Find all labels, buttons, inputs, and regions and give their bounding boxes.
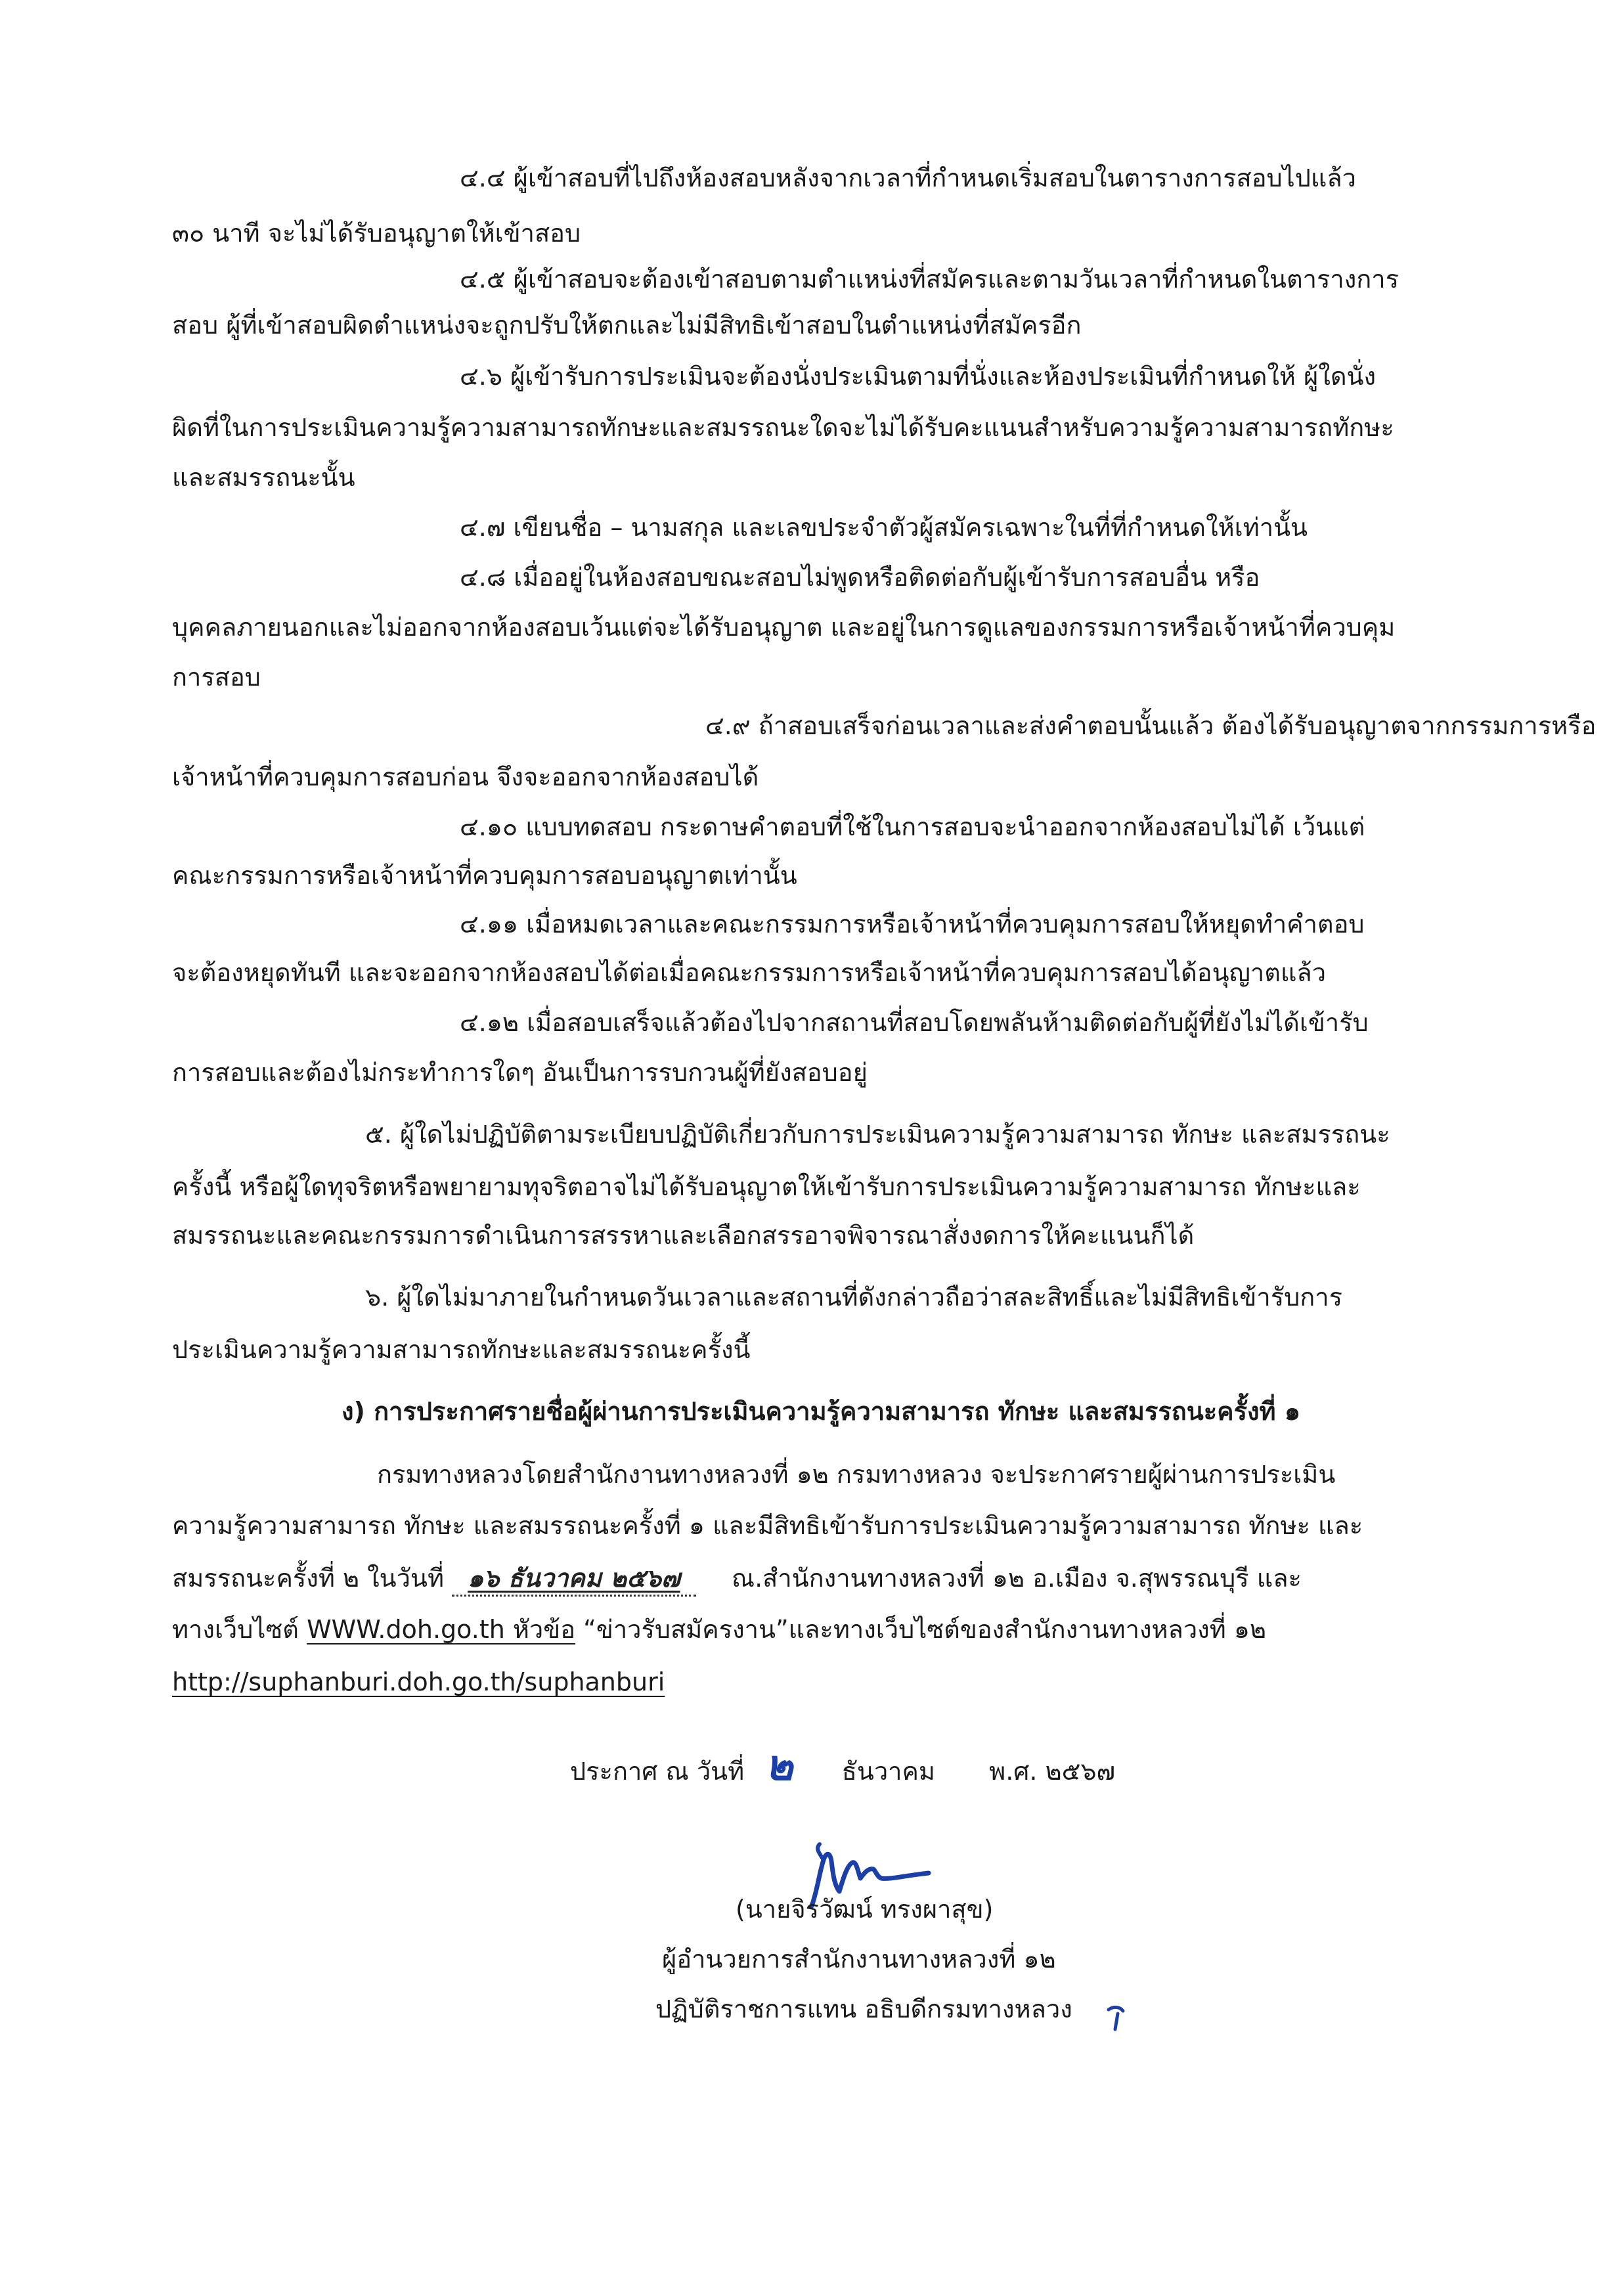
date-fill-field <box>452 1562 696 1597</box>
dated-year: พ.ศ. ๒๕๖๗ <box>989 1757 1116 1786</box>
para-4-6-line-1: ๔.๖ ผู้เข้ารับการประเมินจะต้องนั่งประเมินตามที่นั่งและห้องประเมินที่กำหนดให้ ผู้ใดนั่ง <box>460 362 1377 391</box>
para-4-8-line-1: ๔.๘ เมื่ออยู่ในห้องสอบขณะสอบไม่พูดหรือติดต่อกับผู้เข้ารับการสอบอื่น หรือ <box>460 563 1260 592</box>
signatory-name: (นายจิรวัฒน์ ทรงผาสุข) <box>736 1895 994 1924</box>
para-4-7-line-1: ๔.๗ เขียนชื่อ – นามสกุล และเลขประจำตัวผู้สมัครเฉพาะในที่ที่กำหนดให้เท่านั้น <box>460 513 1308 542</box>
para-4-6-line-2: ผิดที่ในการประเมินความรู้ความสามารถทักษะและสมรรถนะใดจะไม่ได้รับคะแนนสำหรับความรู้ความสามารถทักษะ <box>172 413 1394 442</box>
dated-day-handwritten: ๒ <box>765 1741 793 1790</box>
section-heading: ง) การประกาศรายชื่อผู้ผ่านการประเมินความรู้ความสามารถ ทักษะ และสมรรถนะครั้งที่ ๑ <box>342 1397 1300 1426</box>
announce-line-4 <box>172 1613 1266 1646</box>
para-4-9-line-1: ๔.๙ ถ้าสอบเสร็จก่อนเวลาและส่งคำตอบนั้นแล้ว ต้องได้รับอนุญาตจากกรรมการหรือ <box>705 711 1597 740</box>
announce-line-4-suffix: “ข่าวรับสมัครงาน”และทางเว็บไซต์ของสำนักงานทางหลวงที่ ๑๒ <box>575 1615 1267 1644</box>
para-4-9-line-2: เจ้าหน้าที่ควบคุมการสอบก่อน จึงจะออกจากห้องสอบได้ <box>172 762 759 791</box>
para-4-10-line-1: ๔.๑๐ แบบทดสอบ กระดาษคำตอบที่ใช้ในการสอบจะนำออกจากห้องสอบไม่ได้ เว้นแต่ <box>460 812 1365 841</box>
para-4-8-line-3: การสอบ <box>172 663 261 692</box>
para-5-line-1: ๕. ผู้ใดไม่ปฏิบัติตามระเบียบปฏิบัติเกี่ยวกับการประเมินความรู้ความสามารถ ทักษะ และสมรรถนะ <box>365 1120 1390 1149</box>
suphanburi-website-link[interactable]: http://suphanburi.doh.go.th/suphanburi <box>172 1667 665 1696</box>
initial-mark <box>1103 1997 1130 2036</box>
announce-line-4-prefix: ทางเว็บไซต์ <box>172 1615 299 1644</box>
para-4-5-line-1: ๔.๕ ผู้เข้าสอบจะต้องเข้าสอบตามตำแหน่งที่สมัครและตามวันเวลาที่กำหนดในตารางการ <box>460 265 1400 294</box>
announce-date: ๑๖ ธันวาคม ๒๕๖๗ <box>468 1564 680 1593</box>
para-4-8-line-2: บุคคลภายนอกและไม่ออกจากห้องสอบเว้นแต่จะได้รับอนุญาต และอยู่ในการดูแลของกรรมการหรือเจ้าหน้าที่ควบคุม <box>172 613 1396 642</box>
announce-line-1: กรมทางหลวงโดยสำนักงานทางหลวงที่ ๑๒ กรมทางหลวง จะประกาศรายผู้ผ่านการประเมิน <box>377 1460 1336 1489</box>
para-4-11-line-1: ๔.๑๑ เมื่อหมดเวลาและคณะกรรมการหรือเจ้าหน้าที่ควบคุมการสอบให้หยุดทำคำตอบ <box>460 910 1365 938</box>
announce-line-3 <box>172 1562 1302 1597</box>
para-4-4-line-1: ๔.๔ ผู้เข้าสอบที่ไปถึงห้องสอบหลังจากเวลาที่กำหนดเริ่มสอบในตารางการสอบไปแล้ว <box>460 164 1357 192</box>
para-6-line-1: ๖. ผู้ใดไม่มาภายในกำหนดวันเวลาและสถานที่ดังกล่าวถือว่าสละสิทธิ์และไม่มีสิทธิเข้ารับการ <box>365 1283 1343 1312</box>
para-4-10-line-2: คณะกรรมการหรือเจ้าหน้าที่ควบคุมการสอบอนุญาตเท่านั้น <box>172 861 797 890</box>
para-6-line-2: ประเมินความรู้ความสามารถทักษะและสมรรถนะครั้งนี้ <box>172 1335 751 1364</box>
dated-month: ธันวาคม <box>841 1757 935 1786</box>
dated-prefix: ประกาศ ณ วันที่ <box>570 1757 745 1786</box>
signatory-position-2: ปฏิบัติราชการแทน อธิบดีกรมทางหลวง <box>655 1995 1072 2023</box>
para-4-5-line-2: สอบ ผู้ที่เข้าสอบผิดตำแหน่งจะถูกปรับให้ตกและไม่มีสิทธิเข้าสอบในตำแหน่งที่สมัครอีก <box>172 311 1082 340</box>
para-5-line-2: ครั้งนี้ หรือผู้ใดทุจริตหรือพยายามทุจริตอาจไม่ได้รับอนุญาตให้เข้ารับการประเมินความรู้ความสามารถ ทักษะและ <box>172 1172 1361 1201</box>
para-4-12-line-2: การสอบและต้องไม่กระทำการใดๆ อันเป็นการรบกวนผู้ที่ยังสอบอยู่ <box>172 1058 868 1087</box>
announce-line-3-suffix: ณ.สำนักงานทางหลวงที่ ๑๒ อ.เมือง จ.สุพรรณบุรี และ <box>731 1564 1302 1593</box>
para-5-line-3: สมรรถนะและคณะกรรมการดำเนินการสรรหาและเลือกสรรอาจพิจารณาสั่งงดการให้คะแนนก็ได้ <box>172 1221 1195 1250</box>
announce-line-3-prefix: สมรรถนะครั้งที่ ๒ ในวันที่ <box>172 1564 444 1593</box>
para-4-12-line-1: ๔.๑๒ เมื่อสอบเสร็จแล้วต้องไปจากสถานที่สอบโดยพลันห้ามติดต่อกับผู้ที่ยังไม่ได้เข้ารับ <box>460 1008 1369 1037</box>
announce-line-2: ความรู้ความสามารถ ทักษะ และสมรรถนะครั้งที่ ๑ และมีสิทธิเข้ารับการประเมินความรู้ความสามารถ ทักษะ และ <box>172 1511 1363 1540</box>
doh-website-link[interactable]: WWW.doh.go.th หัวข้อ <box>307 1615 576 1644</box>
signatory-position-1: ผู้อำนวยการสำนักงานทางหลวงที่ ๑๒ <box>662 1945 1056 1974</box>
dated-line <box>570 1741 1116 1790</box>
para-4-11-line-2: จะต้องหยุดทันที และจะออกจากห้องสอบได้ต่อเมื่อคณะกรรมการหรือเจ้าหน้าที่ควบคุมการสอบได้อนุญาตแล้ว <box>172 958 1327 987</box>
para-4-4-line-2: ๓๐ นาที จะไม่ได้รับอนุญาตให้เข้าสอบ <box>172 219 581 248</box>
para-4-6-line-3: และสมรรถนะนั้น <box>172 463 355 492</box>
announce-line-5 <box>172 1666 665 1698</box>
